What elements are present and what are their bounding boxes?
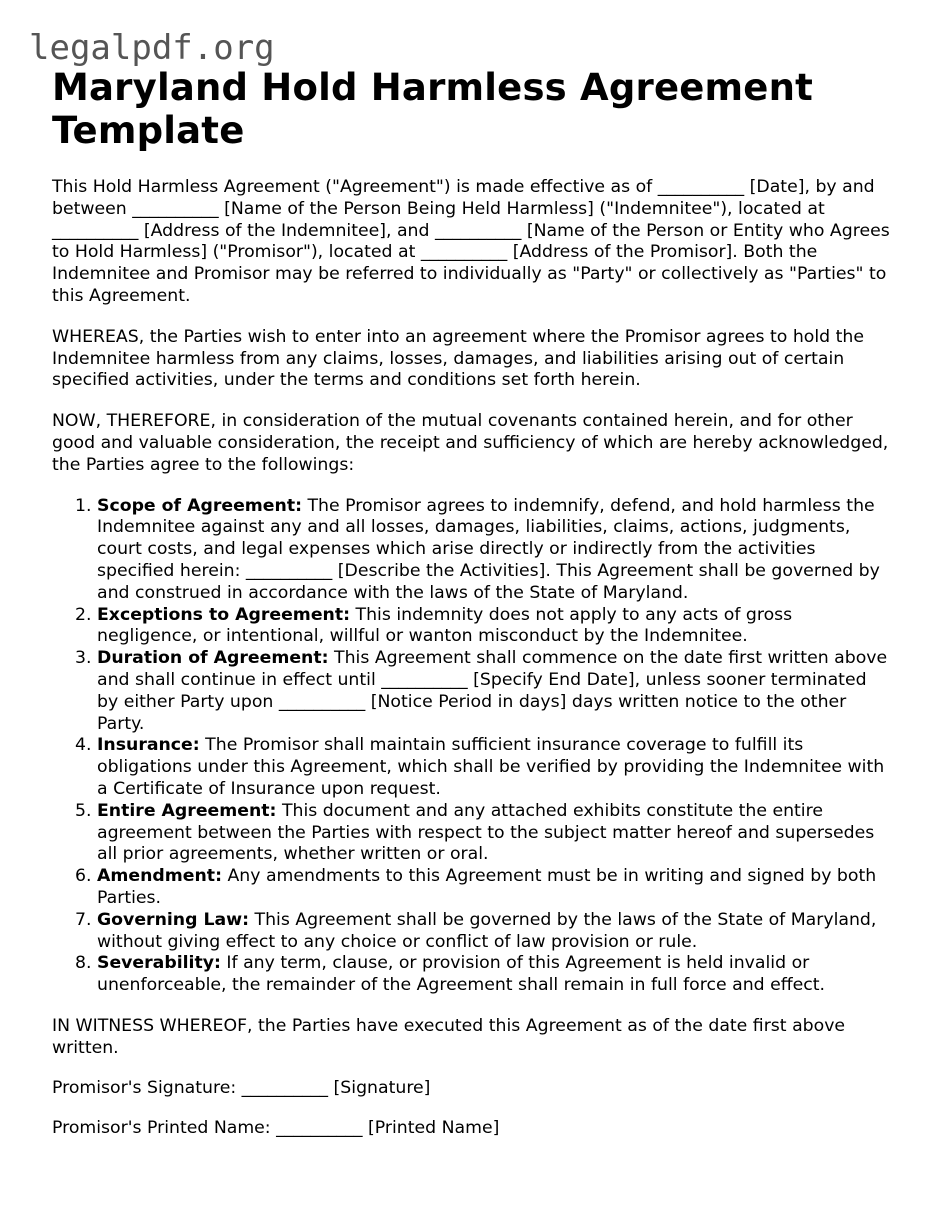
term-text: This indemnity does not apply to any acts of gross negligence, or intentional, willful or wanton misconduct by the Indemnitee.	[97, 604, 793, 647]
terms-list	[52, 496, 892, 997]
signature-line: Promisor's Signature: __________ [Signature]	[52, 1078, 431, 1099]
list-item	[97, 866, 892, 910]
list-item	[97, 496, 892, 605]
term-title: Entire Agreement:	[97, 800, 277, 821]
term-title: Scope of Agreement:	[97, 495, 302, 516]
intro-paragraph: This Hold Harmless Agreement ("Agreement") is made effective as of __________ [Date], by and between __________ [Name of the Person Being Held Harmless] ("Indemnitee"), located at __________ [Address of the Indemnitee], and __________ [Name of the Person or Entity who Agrees to Hold Harmless] ("Promisor"), located at __________ [Address of the Promisor]. Both the Indemnitee and Promisor may be referred to individually as "Party" or collectively as "Parties" to this Agreement.	[52, 177, 890, 306]
list-item	[97, 910, 892, 954]
printed-name-line: Promisor's Printed Name: __________ [Printed Name]	[52, 1118, 500, 1139]
now-therefore-paragraph: NOW, THEREFORE, in consideration of the mutual covenants contained herein, and for other good and valuable consideration, the receipt and sufficiency of which are hereby acknowledged, the Parties agree to the followings:	[52, 411, 889, 475]
term-text: If any term, clause, or provision of this Agreement is held invalid or unenforceable, the remainder of the Agreement shall remain in full force and effect.	[97, 953, 826, 996]
document-body	[52, 66, 892, 1158]
list-item	[97, 801, 892, 866]
witness-paragraph: IN WITNESS WHEREOF, the Parties have executed this Agreement as of the date first above written.	[52, 1015, 846, 1058]
term-title: Exceptions to Agreement:	[97, 604, 351, 625]
term-text: This document and any attached exhibits constitute the entire agreement between the Parties with respect to the subject matter hereof and supersedes all prior agreements, whether written or oral.	[97, 800, 875, 865]
list-item	[97, 735, 892, 800]
document-title: Maryland Hold Harmless Agreement Template	[52, 66, 814, 152]
term-text: This Agreement shall be governed by the laws of the State of Maryland, without giving effect to any choice or conflict of law provision or rule.	[97, 909, 877, 952]
term-title: Governing Law:	[97, 909, 250, 930]
term-title: Amendment:	[97, 866, 222, 887]
term-text: This Agreement shall commence on the date first written above and shall continue in effect until __________ [Specify End Date], unless sooner terminated by either Party upon __________ [Notice Period in days] days written notice to the other Party.	[97, 648, 888, 734]
term-title: Insurance:	[97, 735, 200, 756]
list-item	[97, 648, 892, 735]
term-title: Duration of Agreement:	[97, 648, 329, 669]
watermark-logo: legalpdf.org	[29, 28, 275, 68]
list-item	[97, 605, 892, 649]
term-text: The Promisor shall maintain sufficient insurance coverage to fulfill its obligations under this Agreement, which shall be verified by providing the Indemnitee with a Certificate of Insurance upon request.	[97, 735, 885, 799]
term-text: The Promisor agrees to indemnify, defend, and hold harmless the Indemnitee against any and all losses, damages, liabilities, claims, actions, judgments, court costs, and legal expenses which arise directly or indirectly from the activities specified herein: __________ [Describe the Activities]. This Agreement shall be governed by and construed in accordance with the laws of the State of Maryland.	[97, 495, 880, 603]
term-title: Severability:	[97, 953, 221, 974]
whereas-paragraph: WHEREAS, the Parties wish to enter into an agreement where the Promisor agrees to hold the Indemnitee harmless from any claims, losses, damages, and liabilities arising out of certain specified activities, under the terms and conditions set forth herein.	[52, 326, 864, 391]
term-text: Any amendments to this Agreement must be in writing and signed by both Parties.	[97, 866, 877, 908]
list-item	[97, 953, 892, 997]
